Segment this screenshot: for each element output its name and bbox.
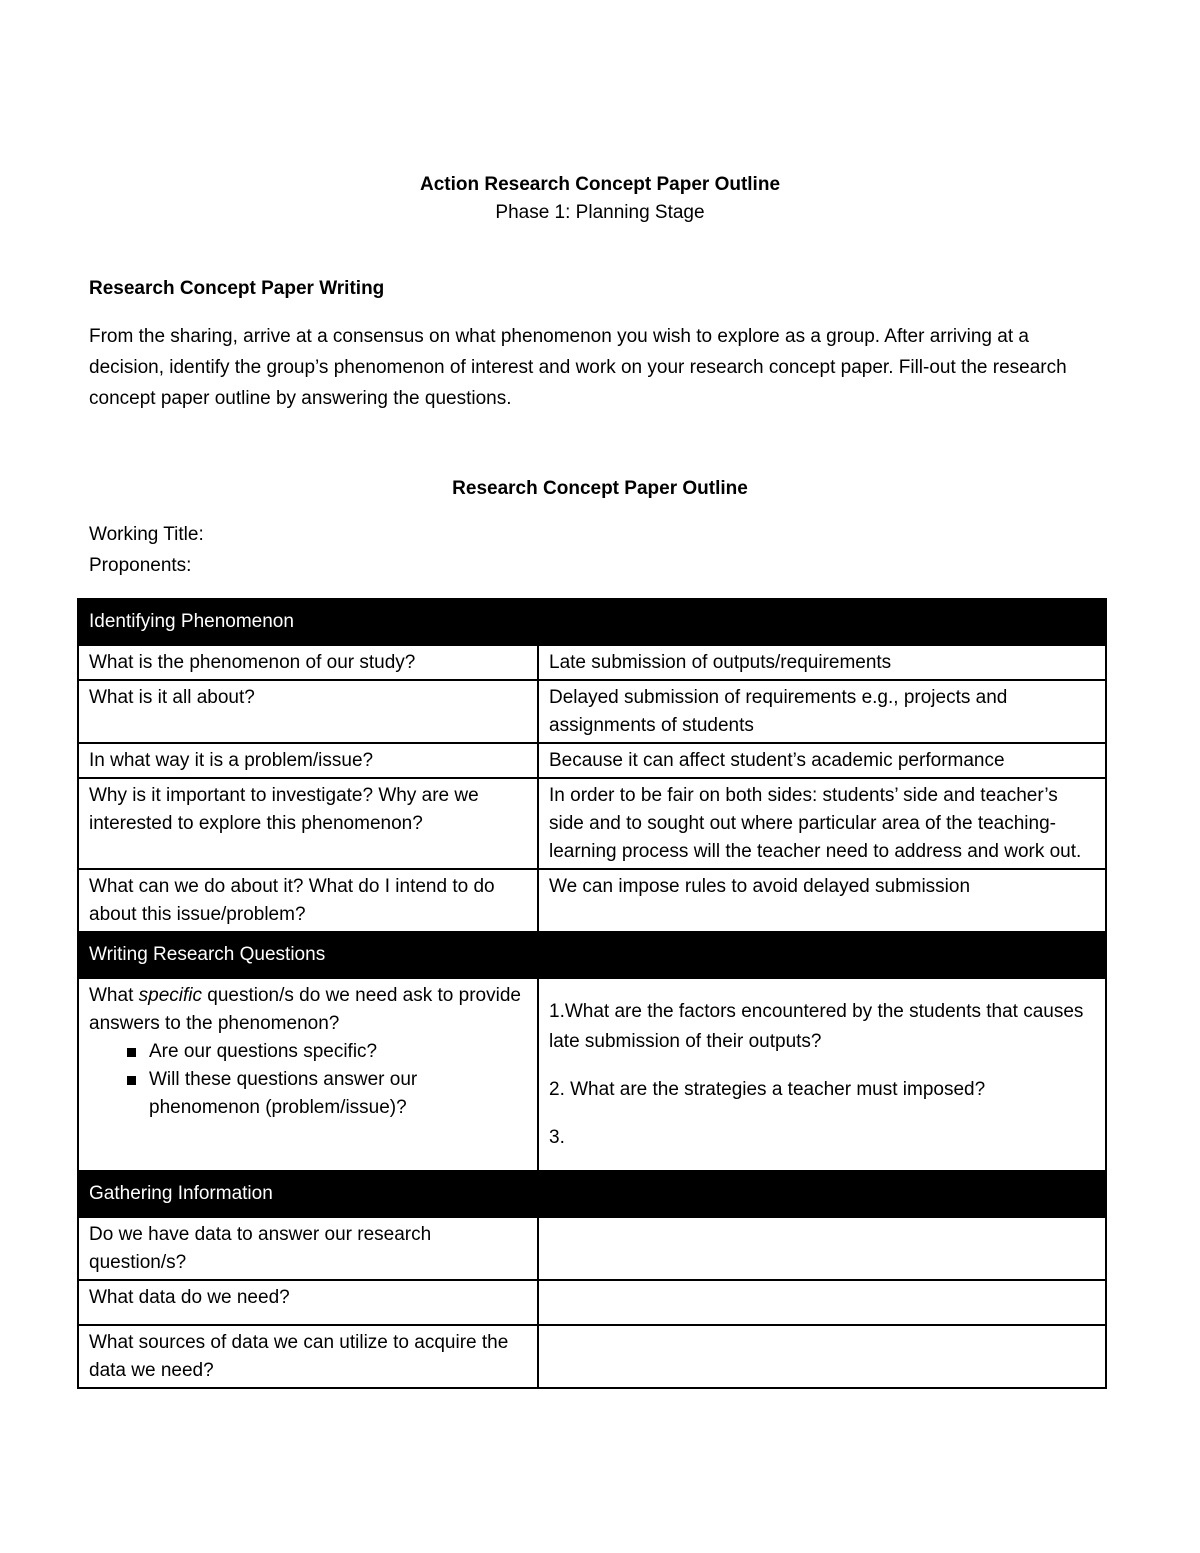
question-prefix: What [89, 985, 139, 1006]
research-question-2: 2. What are the strategies a teacher must imposed? [549, 1079, 986, 1100]
writing-research-questions-header: Writing Research Questions [78, 932, 1106, 978]
question-cell [78, 978, 538, 1171]
question-cell: What is it all about? [78, 680, 538, 743]
gathering-information-header: Gathering Information [78, 1171, 1106, 1217]
answer-cell [538, 978, 1106, 1171]
question-cell: What sources of data we can utilize to acquire the data we need? [78, 1325, 538, 1388]
question-cell: Do we have data to answer our research question/s? [78, 1217, 538, 1280]
outline-table [77, 598, 1107, 1389]
table-row [78, 680, 1106, 743]
answer-cell: Delayed submission of requirements e.g., projects and assignments of students [538, 680, 1106, 743]
list-item: Will these questions answer our phenomenon (problem/issue)? [127, 1066, 527, 1122]
answer-cell: Late submission of outputs/requirements [538, 645, 1106, 680]
table-row [78, 978, 1106, 1171]
table-row [78, 645, 1106, 680]
research-question-3: 3. [549, 1127, 565, 1148]
checklist [89, 1038, 527, 1122]
instructions-paragraph: From the sharing, arrive at a consensus on what phenomenon you wish to explore as a group. After arriving at a decision, identify the group’s phenomenon of interest and work on your research concept paper. Fill-out the research concept paper outline by answering the questions. [89, 326, 1067, 409]
identifying-phenomenon-header: Identifying Phenomenon [78, 599, 1106, 645]
question-cell: What can we do about it? What do I intend to do about this issue/problem? [78, 869, 538, 932]
specific-question-text [89, 982, 527, 1038]
table-row [78, 743, 1106, 778]
table-row [78, 869, 1106, 932]
answer-cell: We can impose rules to avoid delayed submission [538, 869, 1106, 932]
answer-cell [538, 1325, 1106, 1388]
document-title: Action Research Concept Paper Outline [419, 174, 781, 195]
document-subtitle: Phase 1: Planning Stage [495, 202, 705, 223]
research-question-1: 1.What are the factors encountered by the students that causes late submission of their outputs? [549, 1001, 1084, 1052]
proponents-label: Proponents: [89, 555, 192, 576]
question-cell: In what way it is a problem/issue? [78, 743, 538, 778]
answer-cell: In order to be fair on both sides: students’ side and teacher’s side and to sought out where particular area of the teaching-learning process will the teacher need to address and work out. [538, 778, 1106, 869]
table-row [78, 1280, 1106, 1325]
answer-cell: Because it can affect student’s academic performance [538, 743, 1106, 778]
table-row [78, 778, 1106, 869]
section-header-row [78, 932, 1106, 978]
section-header-row [78, 599, 1106, 645]
question-cell: Why is it important to investigate? Why are we interested to explore this phenomenon? [78, 778, 538, 869]
list-item: Are our questions specific? [127, 1038, 527, 1066]
outline-heading: Research Concept Paper Outline [452, 478, 748, 499]
question-emphasis: specific [138, 985, 202, 1006]
section-header-row [78, 1171, 1106, 1217]
answer-cell [538, 1280, 1106, 1325]
answer-cell [538, 1217, 1106, 1280]
question-cell: What data do we need? [78, 1280, 538, 1325]
working-title-label: Working Title: [89, 524, 204, 545]
question-suffix: question/s do we need ask to provide answers to the phenomenon? [89, 985, 521, 1034]
writing-section-heading: Research Concept Paper Writing [89, 278, 385, 299]
question-cell: What is the phenomenon of our study? [78, 645, 538, 680]
table-row [78, 1325, 1106, 1388]
table-row [78, 1217, 1106, 1280]
